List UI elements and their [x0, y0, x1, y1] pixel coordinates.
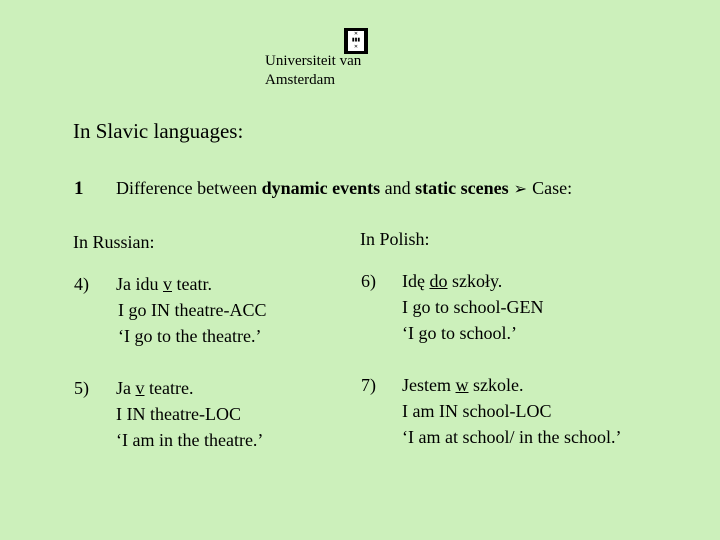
example-4-sentence: Ja idu v teatr. — [116, 274, 212, 294]
example-4-number: 4) — [74, 274, 89, 294]
point-bold-dynamic: dynamic — [261, 178, 328, 198]
logo-crest-icon: ✕ ▮▮▮ ✕ — [348, 31, 364, 51]
example-5-gloss: I IN theatre-LOC — [116, 404, 241, 424]
example-6-text — [402, 268, 543, 346]
example-4-prep: v — [163, 274, 172, 294]
example-7-gloss: I am IN school-LOC — [402, 401, 552, 421]
point-bold-events: events — [332, 178, 381, 198]
point-bold-static: static scenes — [415, 178, 509, 198]
point-and: and — [380, 178, 416, 198]
point-text-before: Difference between — [116, 178, 262, 198]
example-5-translation: ‘I am in the theatre.’ — [116, 430, 264, 450]
arrow-icon: ➢ — [508, 179, 533, 198]
example-4-translation: ‘I go to the theatre.’ — [118, 326, 262, 346]
example-5-number: 5) — [74, 378, 89, 398]
example-5-prep: v — [135, 378, 145, 398]
example-7-prep: w — [455, 375, 469, 395]
point-number: 1 — [74, 178, 84, 199]
example-7-text — [402, 372, 621, 450]
example-7-translation: ‘I am at school/ in the school.’ — [402, 427, 622, 447]
example-6-translation: ‘I go to school.’ — [402, 323, 517, 343]
polish-heading: In Polish: — [360, 229, 430, 249]
example-4-gloss: I go IN theatre-ACC — [118, 300, 267, 320]
example-6-number: 6) — [361, 271, 376, 291]
example-6-sentence: Idę do szkoły. — [402, 271, 503, 291]
example-5-text — [116, 375, 263, 453]
slide-heading: In Slavic languages: — [73, 119, 244, 143]
example-7-sentence: Jestem w szkole. — [402, 375, 524, 395]
russian-heading: In Russian: — [73, 232, 155, 252]
example-5-sentence: Ja v teatre. — [116, 378, 194, 398]
university-name: Universiteit van Amsterdam — [265, 53, 362, 88]
example-6-gloss: I go to school-GEN — [402, 297, 544, 317]
point-after: Case: — [532, 178, 573, 198]
example-6-prep: do — [429, 271, 448, 291]
example-4-text — [116, 271, 266, 349]
university-logo — [344, 28, 368, 54]
point-text — [116, 178, 572, 199]
example-7-number: 7) — [361, 375, 376, 395]
